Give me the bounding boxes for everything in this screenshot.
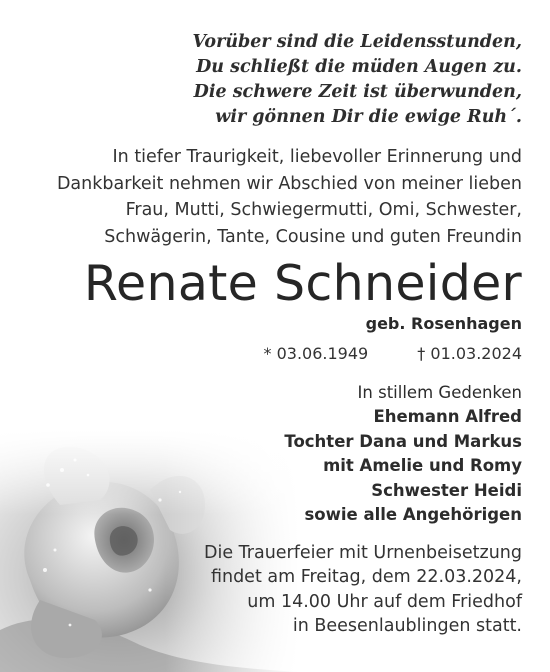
mourner-name: mit Amelie und Romy (323, 456, 522, 476)
intro-line: In tiefer Traurigkeit, liebevoller Erinnerung und (112, 147, 522, 167)
mourner-name: Schwester Heidi (371, 480, 522, 500)
intro-line: Dankbarkeit nehmen wir Abschied von meiner lieben (56, 173, 522, 194)
mourner-name: Tochter Dana und Markus (284, 431, 522, 451)
funeral-service-info (204, 541, 522, 639)
maiden-name: geb. Rosenhagen (365, 314, 522, 333)
mourner-name: sowie alle Angehörigen (304, 505, 522, 525)
intro-text (57, 144, 522, 250)
service-line: um 14.00 Uhr auf dem Friedhof (247, 591, 522, 612)
service-line: in Beesenlaublingen statt. (292, 616, 522, 637)
intro-line: Schwägerin, Tante, Cousine und guten Freundin (104, 226, 522, 247)
life-dates (264, 343, 523, 365)
poem (192, 30, 522, 130)
service-line: findet am Freitag, dem 22.03.2024, (210, 567, 522, 588)
service-line: Die Trauerfeier mit Urnenbeisetzung (203, 543, 522, 563)
poem-line: Vorüber sind die Leidensstunden, (192, 32, 522, 52)
poem-line: wir gönnen Dir die ewige Ruh´. (215, 107, 522, 127)
birth-date: * 03.06.1949 (263, 344, 369, 363)
poem-line: Du schließt die müden Augen zu. (196, 57, 522, 77)
mourners (284, 381, 522, 527)
deceased-name: Renate Schneider (83, 255, 522, 312)
intro-line: Frau, Mutti, Schwiegermutti, Omi, Schwester, (125, 200, 522, 220)
mourner-name: Ehemann Alfred (373, 407, 522, 427)
mourners-heading: In stillem Gedenken (357, 383, 522, 402)
death-date: † 01.03.2024 (417, 344, 522, 363)
poem-line: Die schwere Zeit ist überwunden, (193, 82, 522, 102)
